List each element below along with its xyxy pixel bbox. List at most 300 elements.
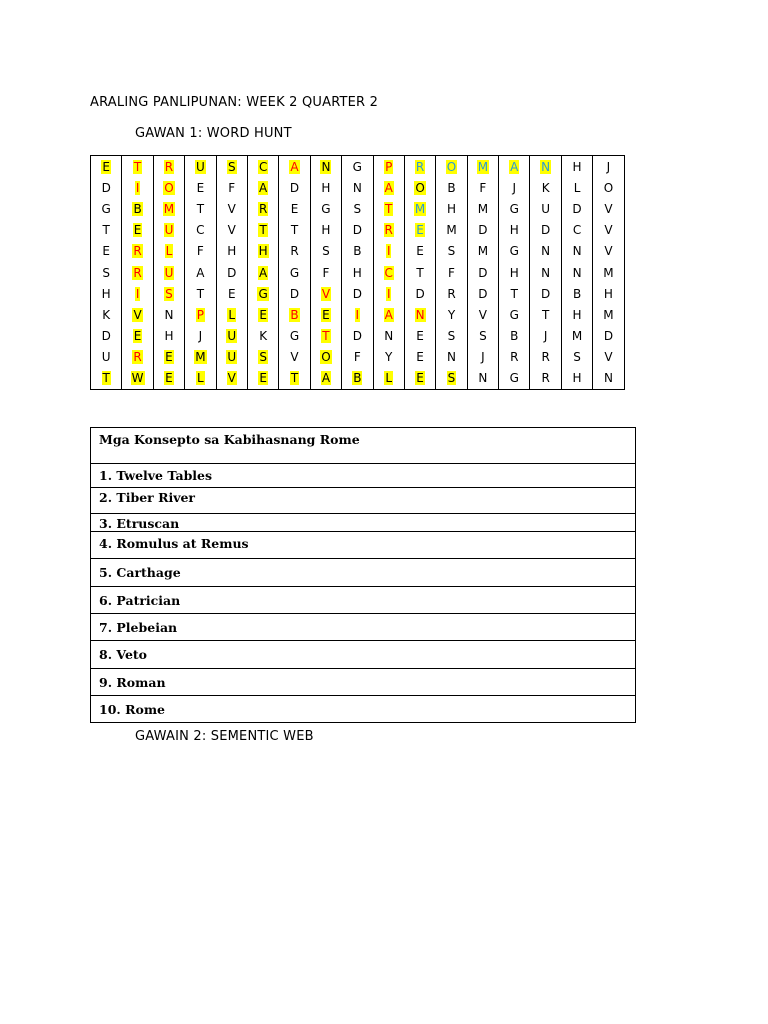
grid-cell xyxy=(467,347,498,368)
grid-letter: T xyxy=(416,265,424,280)
grid-cell xyxy=(342,262,373,283)
grid-cell xyxy=(404,283,435,304)
grid-letter: M xyxy=(603,265,614,280)
grid-cell xyxy=(342,156,373,178)
grid-cell xyxy=(91,241,122,262)
grid-cell xyxy=(499,304,530,325)
grid-cell xyxy=(530,156,561,178)
grid-cell xyxy=(310,304,341,325)
grid-letter: E xyxy=(165,350,173,365)
grid-cell xyxy=(561,262,592,283)
grid-letter: M xyxy=(571,329,583,344)
grid-letter: K xyxy=(541,180,550,195)
grid-letter: N xyxy=(384,329,394,344)
grid-cell xyxy=(436,368,467,390)
grid-letter: B xyxy=(572,286,582,301)
grid-row xyxy=(91,156,625,178)
grid-letter: H xyxy=(101,286,111,301)
grid-cell xyxy=(122,177,153,198)
grid-letter: N xyxy=(478,371,488,386)
grid-cell xyxy=(373,262,404,283)
grid-cell xyxy=(530,241,561,262)
grid-cell xyxy=(310,262,341,283)
grid-letter: H xyxy=(509,223,519,238)
grid-cell xyxy=(530,262,561,283)
grid-cell xyxy=(216,326,247,347)
grid-letter: V xyxy=(604,223,613,238)
grid-cell xyxy=(373,326,404,347)
grid-letter: H xyxy=(227,244,237,259)
grid-cell xyxy=(593,198,624,219)
grid-cell xyxy=(279,241,310,262)
grid-cell xyxy=(122,198,153,219)
grid-letter: V xyxy=(478,307,487,322)
concept-row xyxy=(91,559,636,587)
grid-cell xyxy=(342,283,373,304)
grid-letter: R xyxy=(133,265,142,280)
grid-letter: A xyxy=(384,180,393,195)
grid-letter: V xyxy=(133,307,142,322)
grid-letter: F xyxy=(479,180,487,195)
grid-cell xyxy=(185,241,216,262)
grid-letter: E xyxy=(416,244,424,259)
grid-cell xyxy=(467,156,498,178)
grid-letter: E xyxy=(259,307,267,322)
grid-letter: D xyxy=(289,286,300,301)
grid-letter: E xyxy=(322,307,330,322)
grid-cell xyxy=(153,347,184,368)
grid-letter: N xyxy=(415,307,425,322)
concept-row xyxy=(91,641,636,669)
grid-letter: V xyxy=(604,350,613,365)
grid-letter: B xyxy=(353,371,362,386)
concept-item: 5. Carthage xyxy=(91,559,636,587)
grid-cell xyxy=(122,262,153,283)
grid-letter: M xyxy=(414,201,426,216)
grid-cell xyxy=(216,347,247,368)
grid-cell xyxy=(153,262,184,283)
grid-cell xyxy=(467,262,498,283)
grid-letter: Y xyxy=(447,307,456,322)
grid-letter: D xyxy=(478,286,488,301)
grid-cell xyxy=(216,241,247,262)
grid-cell xyxy=(467,326,498,347)
grid-letter: H xyxy=(572,371,582,386)
grid-cell xyxy=(122,283,153,304)
grid-letter: S xyxy=(447,329,456,344)
grid-cell xyxy=(310,326,341,347)
grid-letter: F xyxy=(196,244,204,259)
grid-cell xyxy=(593,156,624,178)
grid-cell xyxy=(91,368,122,390)
grid-letter: D xyxy=(289,180,300,195)
grid-cell xyxy=(216,283,247,304)
grid-cell xyxy=(499,262,530,283)
grid-cell xyxy=(436,262,467,283)
grid-cell xyxy=(247,283,278,304)
grid-letter: D xyxy=(352,329,362,344)
grid-cell xyxy=(342,347,373,368)
grid-cell xyxy=(404,326,435,347)
grid-letter: N xyxy=(541,265,551,280)
grid-cell xyxy=(185,177,216,198)
grid-letter: E xyxy=(133,223,142,238)
grid-letter: D xyxy=(572,201,582,216)
grid-letter: G xyxy=(509,371,519,386)
grid-letter: D xyxy=(101,180,111,195)
grid-cell xyxy=(373,220,404,241)
grid-cell xyxy=(279,198,310,219)
grid-cell xyxy=(122,241,153,262)
grid-cell xyxy=(91,326,122,347)
grid-cell xyxy=(436,198,467,219)
grid-cell xyxy=(499,241,530,262)
grid-cell xyxy=(404,262,435,283)
grid-cell xyxy=(593,177,624,198)
grid-row xyxy=(91,326,625,347)
grid-cell xyxy=(593,304,624,325)
grid-letter: L xyxy=(385,371,393,386)
grid-letter: R xyxy=(133,244,142,259)
grid-cell xyxy=(279,347,310,368)
grid-cell xyxy=(593,368,624,390)
grid-letter: E xyxy=(416,223,424,238)
grid-letter: J xyxy=(606,159,611,174)
grid-letter: N xyxy=(447,350,456,365)
grid-cell xyxy=(91,283,122,304)
grid-cell xyxy=(216,198,247,219)
grid-letter: V xyxy=(321,286,331,301)
grid-cell xyxy=(185,198,216,219)
grid-cell xyxy=(91,156,122,178)
grid-row xyxy=(91,283,625,304)
grid-letter: U xyxy=(227,329,237,344)
grid-cell xyxy=(436,177,467,198)
grid-letter: A xyxy=(259,180,268,195)
grid-cell xyxy=(310,198,341,219)
grid-letter: S xyxy=(322,244,330,259)
grid-cell xyxy=(593,283,624,304)
concept-item: 3. Etruscan xyxy=(91,514,636,532)
concept-row xyxy=(91,532,636,559)
grid-letter: N xyxy=(541,244,551,259)
grid-cell xyxy=(185,262,216,283)
grid-letter: D xyxy=(352,286,362,301)
grid-row xyxy=(91,241,625,262)
grid-letter: T xyxy=(196,286,205,301)
grid-letter: R xyxy=(384,223,393,238)
grid-cell xyxy=(404,304,435,325)
grid-cell xyxy=(561,283,592,304)
grid-letter: O xyxy=(603,180,614,195)
grid-letter: E xyxy=(165,371,173,386)
grid-cell xyxy=(404,368,435,390)
grid-cell xyxy=(530,368,561,390)
grid-letter: O xyxy=(446,159,457,174)
grid-cell xyxy=(436,326,467,347)
grid-letter: J xyxy=(198,329,203,344)
grid-letter: G xyxy=(352,159,362,174)
grid-cell xyxy=(530,177,561,198)
grid-cell xyxy=(91,177,122,198)
grid-letter: V xyxy=(227,201,236,216)
grid-letter: H xyxy=(258,244,268,259)
grid-letter: H xyxy=(321,223,331,238)
grid-letter: D xyxy=(101,329,111,344)
concepts-header-row xyxy=(91,428,636,464)
grid-cell xyxy=(279,304,310,325)
concept-item: 1. Twelve Tables xyxy=(91,464,636,488)
grid-cell xyxy=(561,304,592,325)
grid-cell xyxy=(122,304,153,325)
grid-cell xyxy=(499,347,530,368)
grid-letter: F xyxy=(353,350,361,365)
grid-letter: B xyxy=(353,244,362,259)
grid-cell xyxy=(467,304,498,325)
grid-row xyxy=(91,368,625,390)
grid-letter: V xyxy=(604,201,613,216)
grid-letter: G xyxy=(101,201,111,216)
grid-cell xyxy=(310,283,341,304)
grid-letter: E xyxy=(259,371,267,386)
grid-cell xyxy=(342,220,373,241)
grid-cell xyxy=(373,177,404,198)
grid-letter: J xyxy=(512,180,517,195)
grid-letter: E xyxy=(227,286,236,301)
grid-cell xyxy=(499,156,530,178)
grid-row xyxy=(91,262,625,283)
grid-letter: L xyxy=(197,371,204,386)
grid-letter: J xyxy=(543,329,548,344)
grid-cell xyxy=(561,241,592,262)
grid-cell xyxy=(310,241,341,262)
grid-cell xyxy=(404,198,435,219)
grid-cell xyxy=(216,304,247,325)
concept-row xyxy=(91,587,636,614)
grid-letter: D xyxy=(478,223,488,238)
grid-cell xyxy=(91,304,122,325)
grid-cell xyxy=(499,177,530,198)
grid-cell xyxy=(279,177,310,198)
grid-letter: D xyxy=(603,329,614,344)
grid-cell xyxy=(247,156,278,178)
grid-letter: S xyxy=(479,329,487,344)
grid-cell xyxy=(561,156,592,178)
grid-letter: T xyxy=(290,371,299,386)
grid-letter: I xyxy=(135,180,140,195)
grid-letter: T xyxy=(196,201,205,216)
grid-cell xyxy=(499,368,530,390)
word-hunt-grid xyxy=(90,155,625,390)
grid-cell xyxy=(530,326,561,347)
grid-cell xyxy=(247,262,278,283)
grid-letter: R xyxy=(541,371,550,386)
grid-letter: B xyxy=(447,180,456,195)
grid-cell xyxy=(530,347,561,368)
grid-cell xyxy=(561,326,592,347)
grid-cell xyxy=(247,347,278,368)
grid-letter: H xyxy=(572,307,582,322)
grid-cell xyxy=(436,220,467,241)
grid-letter: C xyxy=(572,223,582,238)
concept-item: 6. Patrician xyxy=(91,587,636,614)
grid-letter: E xyxy=(102,244,110,259)
grid-letter: M xyxy=(603,307,614,322)
grid-letter: S xyxy=(353,201,362,216)
grid-row xyxy=(91,304,625,325)
grid-cell xyxy=(185,156,216,178)
concept-item: 4. Romulus at Remus xyxy=(91,532,636,559)
grid-letter: C xyxy=(384,265,393,280)
grid-cell xyxy=(561,220,592,241)
grid-letter: D xyxy=(227,265,237,280)
grid-letter: K xyxy=(102,307,111,322)
grid-letter: G xyxy=(509,307,519,322)
grid-cell xyxy=(310,368,341,390)
grid-letter: N xyxy=(572,265,582,280)
grid-cell xyxy=(91,220,122,241)
grid-cell xyxy=(153,326,184,347)
grid-letter: S xyxy=(102,265,110,280)
grid-letter: T xyxy=(102,371,110,386)
grid-cell xyxy=(279,368,310,390)
grid-cell xyxy=(342,304,373,325)
grid-letter: I xyxy=(386,244,391,259)
concept-row xyxy=(91,514,636,532)
grid-cell xyxy=(122,326,153,347)
grid-letter: T xyxy=(102,223,110,238)
grid-cell xyxy=(499,198,530,219)
grid-cell xyxy=(247,177,278,198)
grid-cell xyxy=(499,326,530,347)
grid-cell xyxy=(216,156,247,178)
grid-cell xyxy=(467,241,498,262)
grid-letter: H xyxy=(509,265,519,280)
grid-cell xyxy=(436,283,467,304)
grid-cell xyxy=(279,326,310,347)
grid-letter: E xyxy=(416,371,424,386)
grid-letter: I xyxy=(355,307,360,322)
grid-letter: A xyxy=(196,265,205,280)
grid-letter: T xyxy=(541,307,550,322)
grid-letter: H xyxy=(352,265,362,280)
grid-cell xyxy=(404,156,435,178)
grid-cell xyxy=(247,326,278,347)
concept-item: 8. Veto xyxy=(91,641,636,669)
grid-letter: R xyxy=(290,244,299,259)
grid-cell xyxy=(561,368,592,390)
grid-letter: U xyxy=(195,159,205,174)
grid-letter: E xyxy=(290,201,299,216)
grid-letter: A xyxy=(259,265,268,280)
grid-cell xyxy=(342,368,373,390)
grid-letter: I xyxy=(135,286,140,301)
grid-letter: L xyxy=(228,307,236,322)
grid-cell xyxy=(279,262,310,283)
grid-row xyxy=(91,177,625,198)
grid-letter: M xyxy=(195,350,206,365)
grid-cell xyxy=(499,220,530,241)
grid-letter: T xyxy=(385,201,393,216)
grid-letter: C xyxy=(196,223,205,238)
grid-letter: G xyxy=(509,201,519,216)
grid-cell xyxy=(593,347,624,368)
grid-cell xyxy=(91,198,122,219)
grid-letter: K xyxy=(259,329,268,344)
grid-letter: F xyxy=(448,265,455,280)
grid-cell xyxy=(530,304,561,325)
concept-row xyxy=(91,488,636,514)
grid-cell xyxy=(373,156,404,178)
grid-letter: H xyxy=(446,201,456,216)
grid-letter: M xyxy=(446,223,457,238)
grid-letter: N xyxy=(352,180,362,195)
grid-cell xyxy=(342,326,373,347)
section-heading-semantic-web: GAWAIN 2: SEMENTIC WEB xyxy=(135,729,314,744)
grid-letter: U xyxy=(164,265,174,280)
grid-cell xyxy=(91,262,122,283)
grid-row xyxy=(91,198,625,219)
grid-cell xyxy=(342,177,373,198)
grid-row xyxy=(91,220,625,241)
grid-cell xyxy=(247,220,278,241)
grid-letter: D xyxy=(541,223,551,238)
grid-letter: C xyxy=(258,159,268,174)
grid-letter: W xyxy=(131,371,144,386)
grid-cell xyxy=(436,347,467,368)
grid-letter: S xyxy=(227,159,236,174)
grid-letter: V xyxy=(227,223,236,238)
grid-cell xyxy=(122,220,153,241)
grid-letter: V xyxy=(290,350,299,365)
grid-letter: S xyxy=(573,350,581,365)
grid-cell xyxy=(593,262,624,283)
grid-letter: T xyxy=(133,159,142,174)
grid-letter: E xyxy=(133,329,142,344)
grid-row xyxy=(91,347,625,368)
grid-cell xyxy=(279,220,310,241)
grid-cell xyxy=(373,304,404,325)
grid-letter: R xyxy=(164,159,174,174)
grid-letter: V xyxy=(227,371,236,386)
grid-cell xyxy=(404,241,435,262)
grid-cell xyxy=(404,177,435,198)
grid-letter: A xyxy=(290,159,299,174)
grid-cell xyxy=(185,347,216,368)
grid-letter: H xyxy=(572,159,582,174)
grid-cell xyxy=(91,347,122,368)
grid-letter: H xyxy=(164,329,174,344)
grid-letter: U xyxy=(227,350,237,365)
grid-cell xyxy=(153,156,184,178)
grid-letter: D xyxy=(352,223,362,238)
grid-cell xyxy=(153,368,184,390)
concept-item: 7. Plebeian xyxy=(91,614,636,641)
concept-row xyxy=(91,464,636,488)
grid-letter: B xyxy=(290,307,299,322)
concept-item: 9. Roman xyxy=(91,669,636,696)
concept-row xyxy=(91,696,636,723)
grid-cell xyxy=(279,156,310,178)
grid-letter: O xyxy=(415,180,425,195)
grid-letter: D xyxy=(415,286,425,301)
grid-letter: S xyxy=(165,286,173,301)
grid-cell xyxy=(153,198,184,219)
grid-letter: G xyxy=(289,265,300,280)
grid-cell xyxy=(373,198,404,219)
grid-letter: A xyxy=(510,159,519,174)
grid-cell xyxy=(467,220,498,241)
